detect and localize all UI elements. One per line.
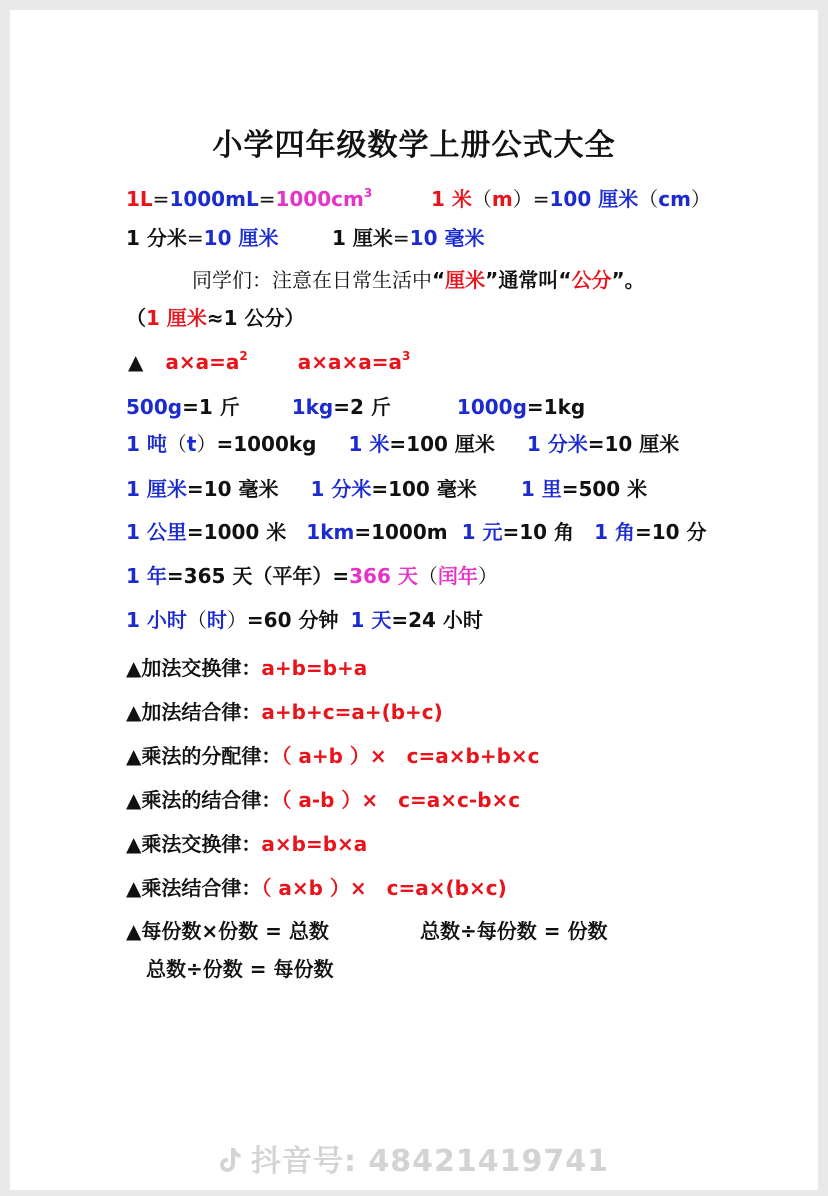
volume-conversion: $1L=1000mL=1000cm^3$ — [126, 186, 373, 211]
law-multiplication-distributive-sub: ▲乘法的结合律：（ a-b ）× c=a×c-b×c — [126, 788, 521, 812]
powers-line: ▲ $a\times a=a^2$ $a\times a\times a=a^3$ — [128, 349, 411, 374]
document-page — [10, 10, 818, 1190]
centimeter-conversion: 1 厘米=10 毫米 — [332, 226, 485, 250]
mass-row-1: 500g=1 斤 1kg=2 斤 1000g=1kg — [126, 395, 586, 419]
law-multiplication-commutative: ▲乘法交换律：a×b=b×a — [126, 832, 368, 856]
triangle-bullet-icon: ▲ — [128, 350, 144, 374]
time-row: 1 小时（时）=60 分钟 1 天=24 小时 — [126, 608, 483, 632]
watermark-text: 抖音号: 48421419741 — [250, 1144, 610, 1179]
relation-total: ▲每份数×份数 = 总数 — [126, 919, 329, 943]
relation-each: 总数÷份数 = 每份数 — [146, 957, 334, 981]
mass-row-3: 1 厘米=10 毫米 1 分米=100 毫米 1 里=500 米 — [126, 477, 648, 501]
meter-conversion: 1 米（m）=100 厘米（cm） — [431, 187, 711, 211]
mass-row-2: 1 吨（t）=1000kg 1 米=100 厘米 1 分米=10 厘米 — [126, 432, 680, 456]
law-multiplication-distributive: ▲乘法的分配律：（ a+b ）× c=a×b+b×c — [126, 744, 540, 768]
law-addition-associative: ▲加法结合律：a+b+c=a+(b+c) — [126, 700, 443, 724]
law-addition-commutative: ▲加法交换律：a+b=b+a — [126, 656, 368, 680]
decimeter-conversion: 1 分米=10 厘米 — [126, 226, 279, 250]
note-line: 同学们：注意在日常生活中“厘米”通常叫“公分”。 — [192, 268, 645, 292]
note-line-2: （1 厘米≈1 公分） — [126, 306, 305, 330]
mass-row-4: 1 公里=1000 米 1km=1000m 1 元=10 角 1 角=10 分 — [126, 520, 707, 544]
year-row: 1 年=365 天（平年）=366 天（闰年） — [126, 564, 498, 588]
page-title: 小学四年级数学上册公式大全 — [212, 128, 616, 163]
watermark — [10, 1136, 818, 1180]
tiktok-logo-icon — [219, 1147, 241, 1173]
relation-count: 总数÷每份数 = 份数 — [420, 919, 608, 943]
law-multiplication-associative: ▲乘法结合律：（ a×b ）× c=a×(b×c) — [126, 876, 507, 900]
